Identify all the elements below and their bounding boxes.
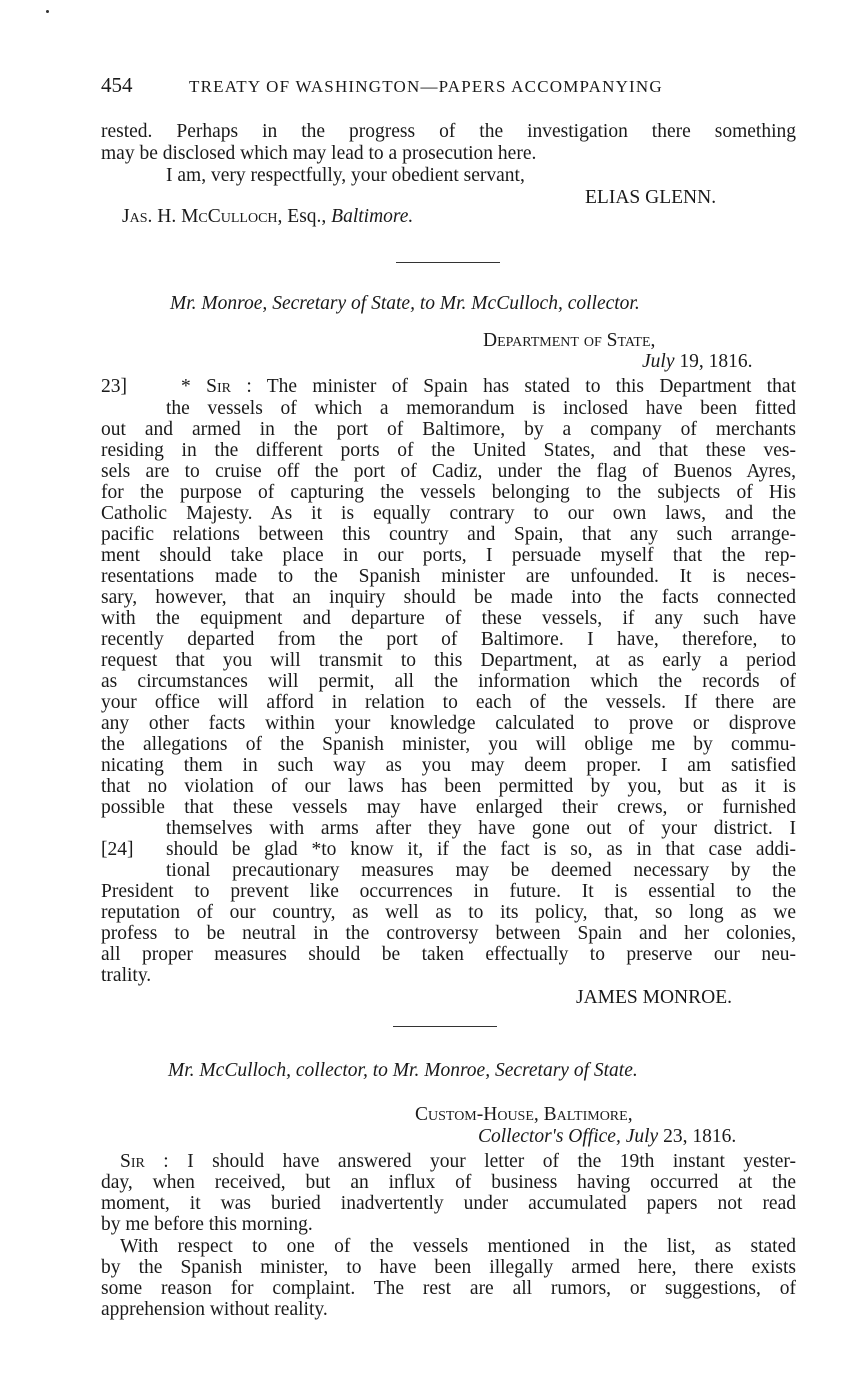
text-line: moment, it was buried inadvertently under accumulated papers not read <box>101 1193 796 1214</box>
text-line: With respect to one of the vessels mentioned in the list, as stated <box>120 1236 796 1257</box>
text-line: day, when received, but an influx of business having occurred at the <box>101 1172 796 1193</box>
signature: JAMES MONROE. <box>576 987 733 1008</box>
text-line: with the equipment and departure of these vessels, if any such have <box>101 608 796 629</box>
section-divider <box>396 262 500 263</box>
addressee-place: Baltimore. <box>331 206 414 227</box>
addressee <box>122 206 413 228</box>
text-line: reputation of our country, as well as to its policy, that, so long as we <box>101 902 796 923</box>
text-line: trality. <box>101 965 152 986</box>
text-line: tional precautionary measures may be deemed necessary by the <box>166 860 796 881</box>
heading-to: to Mr. McCulloch, <box>419 293 563 314</box>
text-line: some reason for complaint. The rest are all rumors, or suggestions, of <box>101 1278 796 1299</box>
heading-from: Mr. Monroe, <box>170 293 268 314</box>
section-divider <box>393 1026 497 1027</box>
text-line: themselves with arms after they have gone out of your district. I <box>166 818 796 839</box>
text-line: all proper measures should be taken effectually to preserve our neu- <box>101 944 796 965</box>
first-line-rest: The minister of Spain has stated to this Department that <box>266 376 796 397</box>
text-line: may be disclosed which may lead to a prosecution here. <box>101 143 537 164</box>
margin-page-marker: 23] <box>101 376 127 397</box>
addressee-title: Esq., <box>287 206 327 227</box>
text-line: apprehension without reality. <box>101 1299 328 1320</box>
salutation: * Sir : <box>181 376 252 397</box>
text-line: recently departed from the port of Baltimore. I have, therefore, to <box>101 629 796 650</box>
letter-date <box>478 1126 736 1148</box>
salutation: Sir : <box>120 1151 169 1172</box>
heading-from-role: Secretary of State, <box>272 293 415 314</box>
heading-to-role: collector. <box>567 293 640 314</box>
closing-line: I am, very respectfully, your obedient servant, <box>166 165 525 186</box>
text-line: any other facts within your knowledge calculated to prove or disprove <box>101 713 796 734</box>
heading-from: Mr. McCulloch, <box>168 1060 291 1081</box>
text-line: resentations made to the Spanish minister are unfounded. It is neces- <box>101 566 796 587</box>
text-line: profess to be neutral in the controversy between Spain and her colonies, <box>101 923 796 944</box>
letter-date <box>642 351 752 373</box>
text-line: the allegations of the Spanish minister, you will oblige me by commu- <box>101 734 796 755</box>
text-line: residing in the different ports of the United States, and that these ves- <box>101 440 796 461</box>
text-line: should be glad *to know it, if the fact is so, as in that case addi- <box>166 839 796 860</box>
signature: ELIAS GLENN. <box>585 187 717 208</box>
addressee-name: Jas. H. McCulloch, <box>122 206 283 227</box>
date-office: Collector's Office, <box>478 1126 621 1147</box>
date-rest: 23, 1816. <box>663 1126 737 1147</box>
text-line: President to prevent like occurrences in future. It is essential to the <box>101 881 796 902</box>
date-month: July <box>642 351 675 372</box>
heading-to-role: Secretary of State. <box>494 1060 638 1081</box>
text-line: for the purpose of capturing the vessels belonging to the subjects of His <box>101 482 796 503</box>
text-line: as circumstances will permit, all the information which the records of <box>101 671 796 692</box>
first-line-rest: I should have answered your letter of the 19th instant yester- <box>187 1151 796 1172</box>
text-line: by the Spanish minister, to have been illegally armed here, there exists <box>101 1257 796 1278</box>
text-line: pacific relations between this country and Spain, that any such arrange- <box>101 524 796 545</box>
text-line: the vessels of which a memorandum is inclosed have been fitted <box>166 398 796 419</box>
date-rest: 19, 1816. <box>679 351 753 372</box>
first-line <box>120 1151 796 1173</box>
text-line: nicating them in such way as you may deem proper. I am satisfied <box>101 755 796 776</box>
text-line: possible that these vessels may have enlarged their crews, or furnished <box>101 797 796 818</box>
text-line: by me before this morning. <box>101 1214 313 1235</box>
heading-to: to Mr. Monroe, <box>372 1060 491 1081</box>
date-month: July <box>625 1126 659 1147</box>
ink-speck <box>46 10 49 13</box>
text-line: sary, however, that an inquiry should be made into the facts connected <box>101 587 796 608</box>
letter-place: Custom-House, Baltimore, <box>415 1104 633 1125</box>
text-line: ment should take place in our ports, I persuade myself that the rep- <box>101 545 796 566</box>
first-line <box>181 376 796 398</box>
text-line: sels are to cruise off the port of Cadiz, under the flag of Buenos Ayres, <box>101 461 796 482</box>
page-number: 454 <box>101 73 133 97</box>
heading-from-role: collector, <box>295 1060 368 1081</box>
text-line: out and armed in the port of Baltimore, by a company of merchants <box>101 419 796 440</box>
letter-heading <box>170 293 640 315</box>
text-line: Catholic Majesty. As it is equally contrary to our own laws, and the <box>101 503 796 524</box>
text-line: your office will afford in relation to each of the vessels. If there are <box>101 692 796 713</box>
running-title: TREATY OF WASHINGTON—PAPERS ACCOMPANYING <box>189 77 663 96</box>
text-line: rested. Perhaps in the progress of the investigation there something <box>101 121 796 142</box>
text-line: that no violation of our laws has been permitted by you, but as it is <box>101 776 796 797</box>
letter-place: Department of State, <box>483 330 656 351</box>
margin-page-marker: [24] <box>101 839 134 860</box>
letter-heading <box>168 1060 638 1082</box>
text-line: request that you will transmit to this Department, at as early a period <box>101 650 796 671</box>
